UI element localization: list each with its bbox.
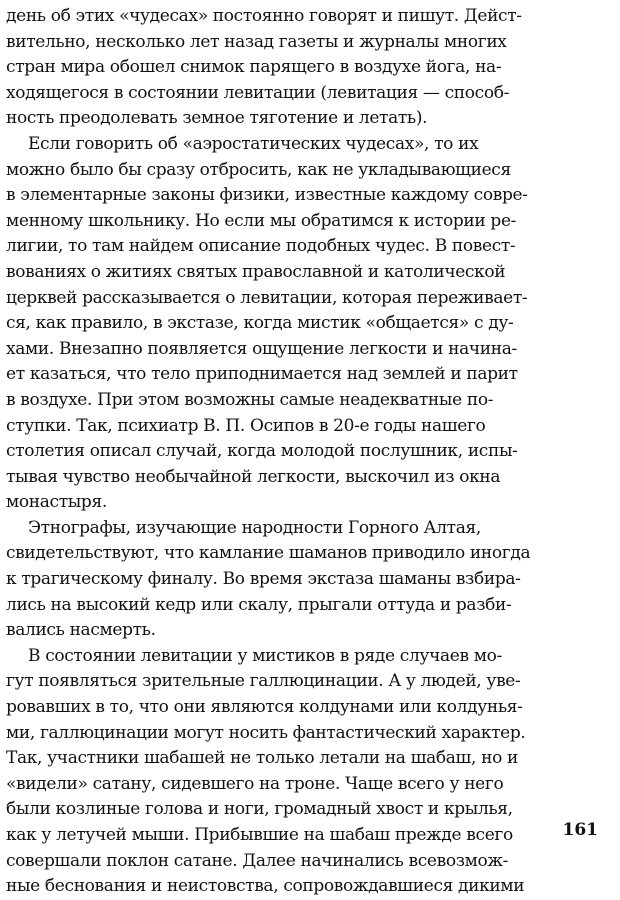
text-line: лись на высокий кедр или скалу, прыгали оттуда и разби-	[6, 594, 512, 615]
text-line: совершали поклон сатане. Далее начинались всевозмож-	[6, 850, 509, 871]
text-line: ходящегося в состоянии левитации (левитация — способ-	[6, 82, 509, 103]
text-line: ет казаться, что тело приподнимается над землей и парит	[6, 364, 518, 385]
text-line: к трагическому финалу. Во время экстаза шаманы взбира-	[6, 569, 521, 590]
text-line: монастыря.	[6, 492, 107, 513]
text-line: Если говорить об «аэростатических чудесах», то их	[28, 133, 479, 154]
text-line: день об этих «чудесах» постоянно говорят и пишут. Дейст-	[6, 6, 522, 26]
text-line: были козлиные голова и ноги, громадный хвост и крылья,	[6, 799, 513, 820]
text-line: ми, галлюцинации могут носить фантастический характер.	[6, 722, 526, 743]
text-line: В состоянии левитации у мистиков в ряде случаев мо-	[28, 645, 502, 666]
text-line: менному школьнику. Но если мы обратимся к истории ре-	[6, 210, 517, 231]
text-line: хами. Внезапно появляется ощущение легкости и начина-	[6, 338, 517, 359]
text-line: свидетельствуют, что камлание шаманов приводило иногда	[6, 543, 531, 564]
page-number: 161	[562, 820, 598, 840]
text-line: церквей рассказывается о левитации, которая переживает-	[6, 287, 528, 308]
text-line: ровавших в то, что они являются колдунами или колдунья-	[6, 697, 523, 718]
text-line: стран мира обошел снимок парящего в воздухе йога, на-	[6, 57, 502, 78]
text-line: Так, участники шабашей не только летали на шабаш, но и	[6, 748, 519, 769]
text-line: ные беснования и неистовства, сопровождавшиеся дикими	[6, 876, 525, 897]
text-line: гут появляться зрительные галлюцинации. А у людей, уве-	[6, 671, 521, 692]
text-line: «видели» сатану, сидевшего на троне. Чаще всего у него	[6, 773, 504, 794]
text-line: тывая чувство необычайной легкости, выскочил из окна	[6, 466, 501, 487]
text-line: ступки. Так, психиатр В. П. Осипов в 20-е годы нашего	[6, 415, 486, 436]
text-line: ность преодолевать земное тяготение и летать).	[6, 108, 428, 129]
text-line: Этнографы, изучающие народности Горного Алтая,	[28, 517, 481, 538]
text-line: можно было бы сразу отбросить, как не укладывающиеся	[6, 159, 511, 180]
text-line: в воздухе. При этом возможны самые неадекватные по-	[6, 389, 494, 410]
text-line: столетия описал случай, когда молодой послушник, испы-	[6, 441, 518, 462]
text-line: вались насмерть.	[6, 620, 156, 641]
text-line: вительно, несколько лет назад газеты и журналы многих	[6, 31, 507, 52]
text-line: ся, как правило, в экстазе, когда мистик «общается» с ду-	[6, 313, 514, 334]
text-line: вованиях о житиях святых православной и католической	[6, 261, 506, 282]
text-line: в элементарные законы физики, известные каждому совре-	[6, 185, 528, 206]
body-text	[6, 4, 614, 900]
text-line: как у летучей мыши. Прибывшие на шабаш прежде всего	[6, 825, 513, 845]
text-line: лигии, то там найдем описание подобных чудес. В повест-	[6, 236, 516, 257]
